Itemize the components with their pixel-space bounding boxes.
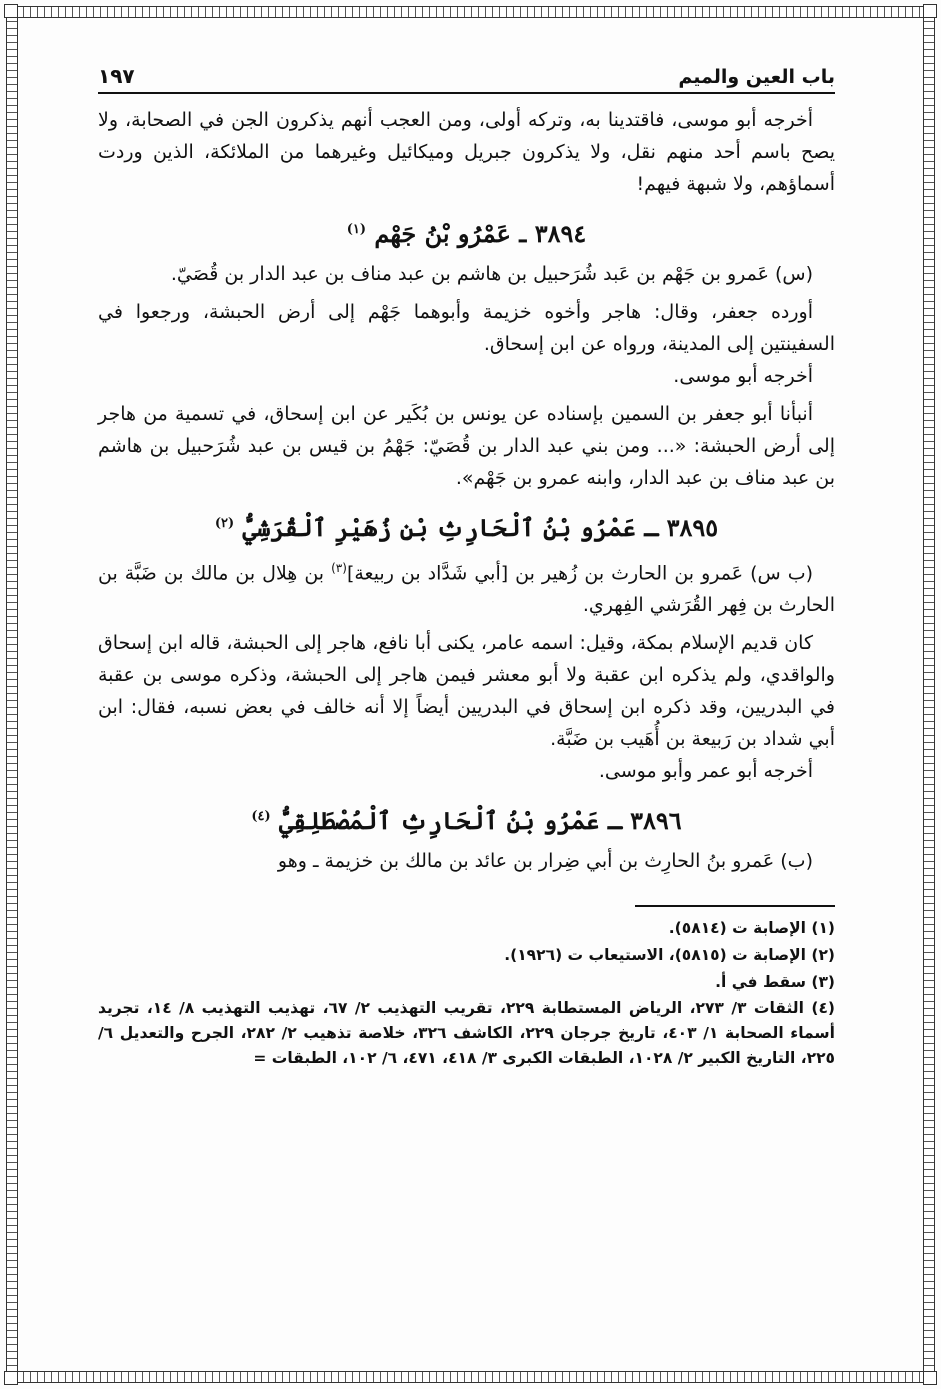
- paragraph: أخرجه أبو موسى.: [673, 365, 813, 387]
- entry-heading-3896: [98, 797, 835, 841]
- paragraph: (ب) عَمرو بنُ الحارِث بن أبي ضِرار بن عائد بن مالك بن خزيمة ـ وهو: [277, 850, 813, 873]
- page-content: [98, 58, 835, 1071]
- chapter-title: باب العين والميم: [678, 66, 835, 88]
- bottom-ornamental-border: [6, 1371, 935, 1383]
- left-ornamental-border: [6, 6, 18, 1383]
- running-head: [98, 58, 835, 94]
- entry-heading-3894: [98, 210, 835, 254]
- footnotes: [98, 915, 835, 1071]
- entry-heading-text: ٣٨٩٥ ـ عَمْرُو بْنُ ٱلْحَارِثِ بْنِ زُهَيْرِ ٱلْقُرَشِيُّ: [242, 513, 719, 542]
- footnote: (٤) الثقات ٣/ ٢٧٣، الرياض المستطابة ٢٢٩، تقريب التهذيب ٢/ ٦٧، تهذيب التهذيب ٨/ ١٤، تجريد أسماء الصحابة ١/ ٤٠٣، تاريخ جرجان ٢٢٩، الكاشف ٣٢٦، خلاصة تذهيب ٢/ ٢٨٢، الجرح والتعديل ٦/ ٢٢٥، التاريخ الكبير ٢/ ١٠٢٨، الطبقات الكبرى ٣/ ٤١٨، ٤٧١، ٦/ ١٠٢، الطبقات =: [98, 999, 835, 1068]
- paragraph-text: (ب س) عَمرو بن الحارث بن زُهير بن [أبي شَدَّاد بن ربيعة]: [346, 562, 814, 585]
- entry-heading-3895: [98, 504, 835, 548]
- paragraph-text: بن هِلال بن مالك بن ضَبَّة بن الحارث بن فِهر القُرَشي الفِهري.: [98, 562, 835, 617]
- paragraph: أنبأنا أبو جعفر بن السمين بإسناده عن يونس بن بُكَير عن ابن إسحاق، في تسمية من هاجر إلى أرض الحبشة: «... ومن بني عبد الدار بن قُصَيّ: جَهْمُ بن قيس بن عبد شُرَحبيل بن هاشم بن عبد مناف بن عبد الدار، وابنه عمرو بن جَهْم».: [98, 403, 835, 489]
- footnote: (١) الإصابة ت (٥٨١٤).: [668, 919, 835, 938]
- corner-ornament: [4, 4, 18, 18]
- paragraph: كان قديم الإسلام بمكة، وقيل: اسمه عامر، يكنى أبا نافع، هاجر إلى الحبشة، قاله ابن إسحاق والواقدي، ولم يذكره ابن عقبة ولا أبو معشر فيمن هاجر إلى الحبشة، وذكره موسى بن عقبة في البدريين، وقد ذكره ابن إسحاق في البدريين أيضاً إلا أنه خالف في بعض نسبه، فقال: ابن أبي شداد بن رَبيعة بن أُهَيب بن ضَبَّة.: [98, 632, 835, 751]
- paragraph: (س) عَمرو بن جَهْم بن عَبد شُرَحبيل بن هاشم بن عبد مناف بن عبد الدار بن قُصَيّ.: [170, 263, 813, 285]
- paragraph: [98, 552, 835, 621]
- footnote-marker: (٢): [214, 516, 235, 531]
- footnote: (٣) سقط في أ.: [715, 973, 835, 992]
- corner-ornament: [923, 4, 937, 18]
- footnote-separator: [635, 905, 835, 907]
- entry-heading-text: ٣٨٩٦ ـ عَمْرُو بْنُ ٱلْحَارِثِ ٱلْمُصْطَلِقِيُّ: [278, 806, 682, 836]
- page-number: ١٩٧: [98, 64, 135, 88]
- footnote-marker: (٣): [331, 561, 347, 575]
- right-ornamental-border: [923, 6, 935, 1383]
- top-ornamental-border: [6, 6, 935, 18]
- corner-ornament: [923, 1371, 937, 1385]
- footnote-marker: (٤): [251, 809, 271, 825]
- paragraph: أخرجه أبو موسى، فاقتدينا به، وتركه أولى، ومن العجب أنهم يذكرون الجن في الصحابة، ولا يصح باسم أحد منهم نقل، ولا يذكرون جبريل وميكائيل وغيرهما من الملائكة، الذين وردت أسماؤهم، ولا شبهة فيهم!: [98, 109, 835, 195]
- paragraph: أورده جعفر، وقال: هاجر وأخوه خزيمة وأبوهما جَهْم إلى أرض الحبشة، ورجعوا في السفينتين إلى المدينة، ورواه عن ابن إسحاق.: [98, 301, 835, 355]
- footnote-marker: (١): [346, 222, 367, 237]
- paragraph: أخرجه أبو عمر وأبو موسى.: [598, 760, 813, 783]
- footnote: (٢) الإصابة ت (٥٨١٥)، الاستيعاب ت (١٩٢٦).: [504, 946, 835, 965]
- entry-heading-text: ٣٨٩٤ ـ عَمْرُو بْنُ جَهْم: [374, 219, 587, 248]
- corner-ornament: [4, 1371, 18, 1385]
